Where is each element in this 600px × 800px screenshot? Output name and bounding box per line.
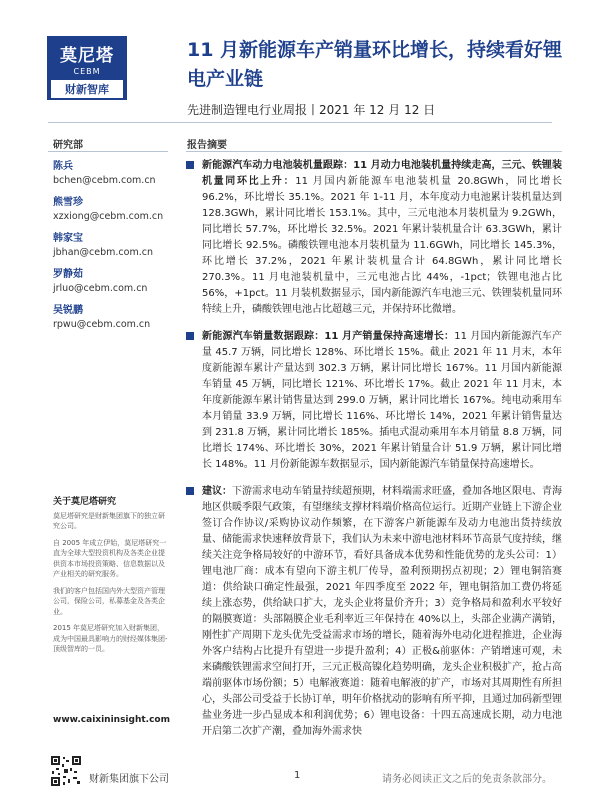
analyst-item — [53, 232, 173, 260]
logo-name-cn: 莫尼塔 — [60, 46, 114, 66]
paragraph-body: 11 月国内新能源汽车产量 45.7 万辆，同比增长 128%、环比增长 15%。截止 2021 年 11 月末，本年度新能源车累计产量达到 302.3 万辆，累计同比增长 167%。11 月国内新能源车销量 45 万辆，同比增长 121%、环比增长 17%。截止 2021 年 11 月末，本年度新能源车累计销售量达到 299.0 万辆，累计同比增长 167%。纯电动乘用车本月销量 33.9 万辆，同比增长 116%、环比增长 14%，2021 年累计销售量达到 231.8 万辆，累计同比增长 185%。插电式混动乘用车本月销量 8.8 万辆，同比增长 174%、环比增长 30%，2021 年累计销量合计 51.9 万辆，累计同比增长 148%。11 月份新能源车数据显示，国内新能源汽车销量保持高速增长。 — [202, 331, 562, 470]
website-link[interactable]: www.caixininsight.com — [53, 715, 170, 725]
about-paragraph: 莫尼塔研究是财新集团旗下的独立研究公司。 — [53, 511, 165, 530]
bullet-square-icon — [186, 487, 194, 495]
analyst-name: 熊雪珍 — [53, 197, 83, 208]
summary-paragraph — [186, 158, 562, 318]
header-divider — [48, 122, 552, 123]
research-dept-label: 研究部 — [53, 140, 83, 151]
about-paragraph: 我们的客户包括国内外大型资产管理公司，保险公司，私募基金及各类企业。 — [53, 586, 165, 616]
footer-disclaimer: 请务必阅读正文之后的免责条款部分。 — [382, 774, 552, 785]
qr-code-icon — [50, 755, 82, 787]
page-number: 1 — [294, 770, 301, 781]
about-paragraph: 2015 年莫尼塔研究加入财新集团，成为中国最具影响力的财经媒体集团-顶级智库的一员。 — [53, 624, 168, 653]
paragraph-heading: 新能源汽车销量数据跟踪：11 月产销量保持高速增长： — [202, 331, 455, 342]
summary-paragraph — [186, 329, 562, 473]
analyst-name: 陈兵 — [53, 161, 73, 172]
company-logo — [47, 36, 127, 100]
report-summary — [186, 158, 562, 751]
analyst-email[interactable]: bchen@cebm.com.cn — [53, 175, 156, 186]
analyst-email[interactable]: rpwu@cebm.com.cn — [53, 319, 151, 330]
analyst-name: 罗静茹 — [53, 269, 83, 280]
sidebar-divider — [48, 151, 168, 152]
analyst-item — [53, 268, 173, 296]
logo-name-en: CEBM — [73, 67, 101, 76]
summary-paragraph — [186, 484, 562, 740]
analyst-list — [53, 160, 173, 340]
paragraph-heading: 新能源汽车动力电池装机量跟踪：11 月动力电池装机量持续走高，三元、铁锂装机量同环比上升： — [202, 160, 562, 187]
about-paragraph: 自 2005 年成立伊始，莫尼塔研究一直为全球大型投资机构及各类企业提供资本市场投资策略、信息数据以及产业相关的研究服务。 — [53, 538, 167, 578]
report-title: 11 月新能源车产销量环比增长，持续看好锂电产业链 — [187, 39, 563, 90]
analyst-item — [53, 160, 173, 188]
paragraph-body: 下游需求电动车销量持续超预期，材料端需求旺盛，叠加各地区限电、青海地区供暖季限气政策，有望继续支撑材料端价格高位运行。近期产业链上下游企业签订合作协议/采购协议动作频繁，在下游客户新能源车及动力电池出货持续放量、储能需求快速释放背景下，我们认为未来中游电池材料环节高景气度持续，继续关注竞争格局较好的中游环节，看好具备成本优势和性能优势的龙头公司：1）锂电池厂商：成本有望向下游主机厂传导，盈利预期拐点初现；2）锂电铜箔赛道：供给缺口确定性最强，2021 年四季度至 2022 年，锂电铜箔加工费仍将延续上涨态势，供给缺口扩大，龙头企业将量价齐升；3）竞争格局和盈利水平较好的隔膜赛道：头部隔膜企业毛利率近三年保持在 40%以上，头部企业满产满销，刚性扩产周期下龙头优先受益需求市场的增长，随着海外电动化进程推进，企业海外客户结构占比提升有望进一步提升盈利；4）正极&前驱体：产销增速可观，未来磷酸铁锂需求空间打开，三元正极高镍化趋势明确，龙头企业积极扩产，抢占高端前驱体市场份额；5）电解液赛道：随着电解液的扩产，市场对其周期性有所担心，头部公司受益于长协订单，明年价格扰动的影响有所平抑，且通过加码新型锂盐业务进一步凸显成本和利润优势；6）锂电设备：十四五高速成长期，动力电池开启第二次扩产潮，叠加海外需求快 — [202, 486, 562, 737]
analyst-email[interactable]: xzxiong@cebm.com.cn — [53, 211, 164, 222]
report-subtitle: 先进制造锂电行业周报丨2021 年 12 月 12 日 — [187, 103, 436, 117]
analyst-item — [53, 304, 173, 332]
analyst-email[interactable]: jbhan@cebm.com.cn — [53, 247, 153, 258]
analyst-item — [53, 196, 173, 224]
logo-sub: 财新智库 — [51, 80, 123, 98]
paragraph-heading: 建议： — [202, 486, 232, 497]
about-heading: 关于莫尼塔研究 — [53, 497, 117, 507]
analyst-name: 吴锐鹏 — [53, 305, 83, 316]
paragraph-body: 11 月国内新能源车电池装机量 20.8GWh，同比增长 96.2%，环比增长 35.1%。2021 年 1-11 月，本年度动力电池累计装机量达到 128.3GWh，累计同比增长 153.1%。其中，三元电池本月装机量为 9.2GWh，同比增长 57.7%，环比增长 32.5%。2021 年累计装机量合计 63.3GWh，累计同比增长 92.5%。磷酸铁锂电池本月装机量为 11.6GWh，同比增长 145.3%，环比增长 37.2%，2021 年累计装机量合计 64.8GWh，累计同比增长 270.3%。11 月电池装机量中，三元电池占比 44%，-1pct；铁锂电池占比 56%，+1pct。11 月装机数据显示，国内新能源汽车电池三元、铁锂装机量同环特续上升，磷酸铁锂电池占比超越三元，并保持环比微增。 — [202, 176, 563, 315]
bullet-square-icon — [186, 161, 194, 169]
bullet-square-icon — [186, 332, 194, 340]
footer-company: 财新集团旗下公司 — [89, 774, 169, 785]
analyst-email[interactable]: jrluo@cebm.com.cn — [53, 283, 148, 294]
about-section — [53, 497, 168, 661]
analyst-name: 韩家宝 — [53, 233, 83, 244]
summary-divider — [186, 151, 562, 152]
summary-label: 报告摘要 — [187, 140, 227, 151]
